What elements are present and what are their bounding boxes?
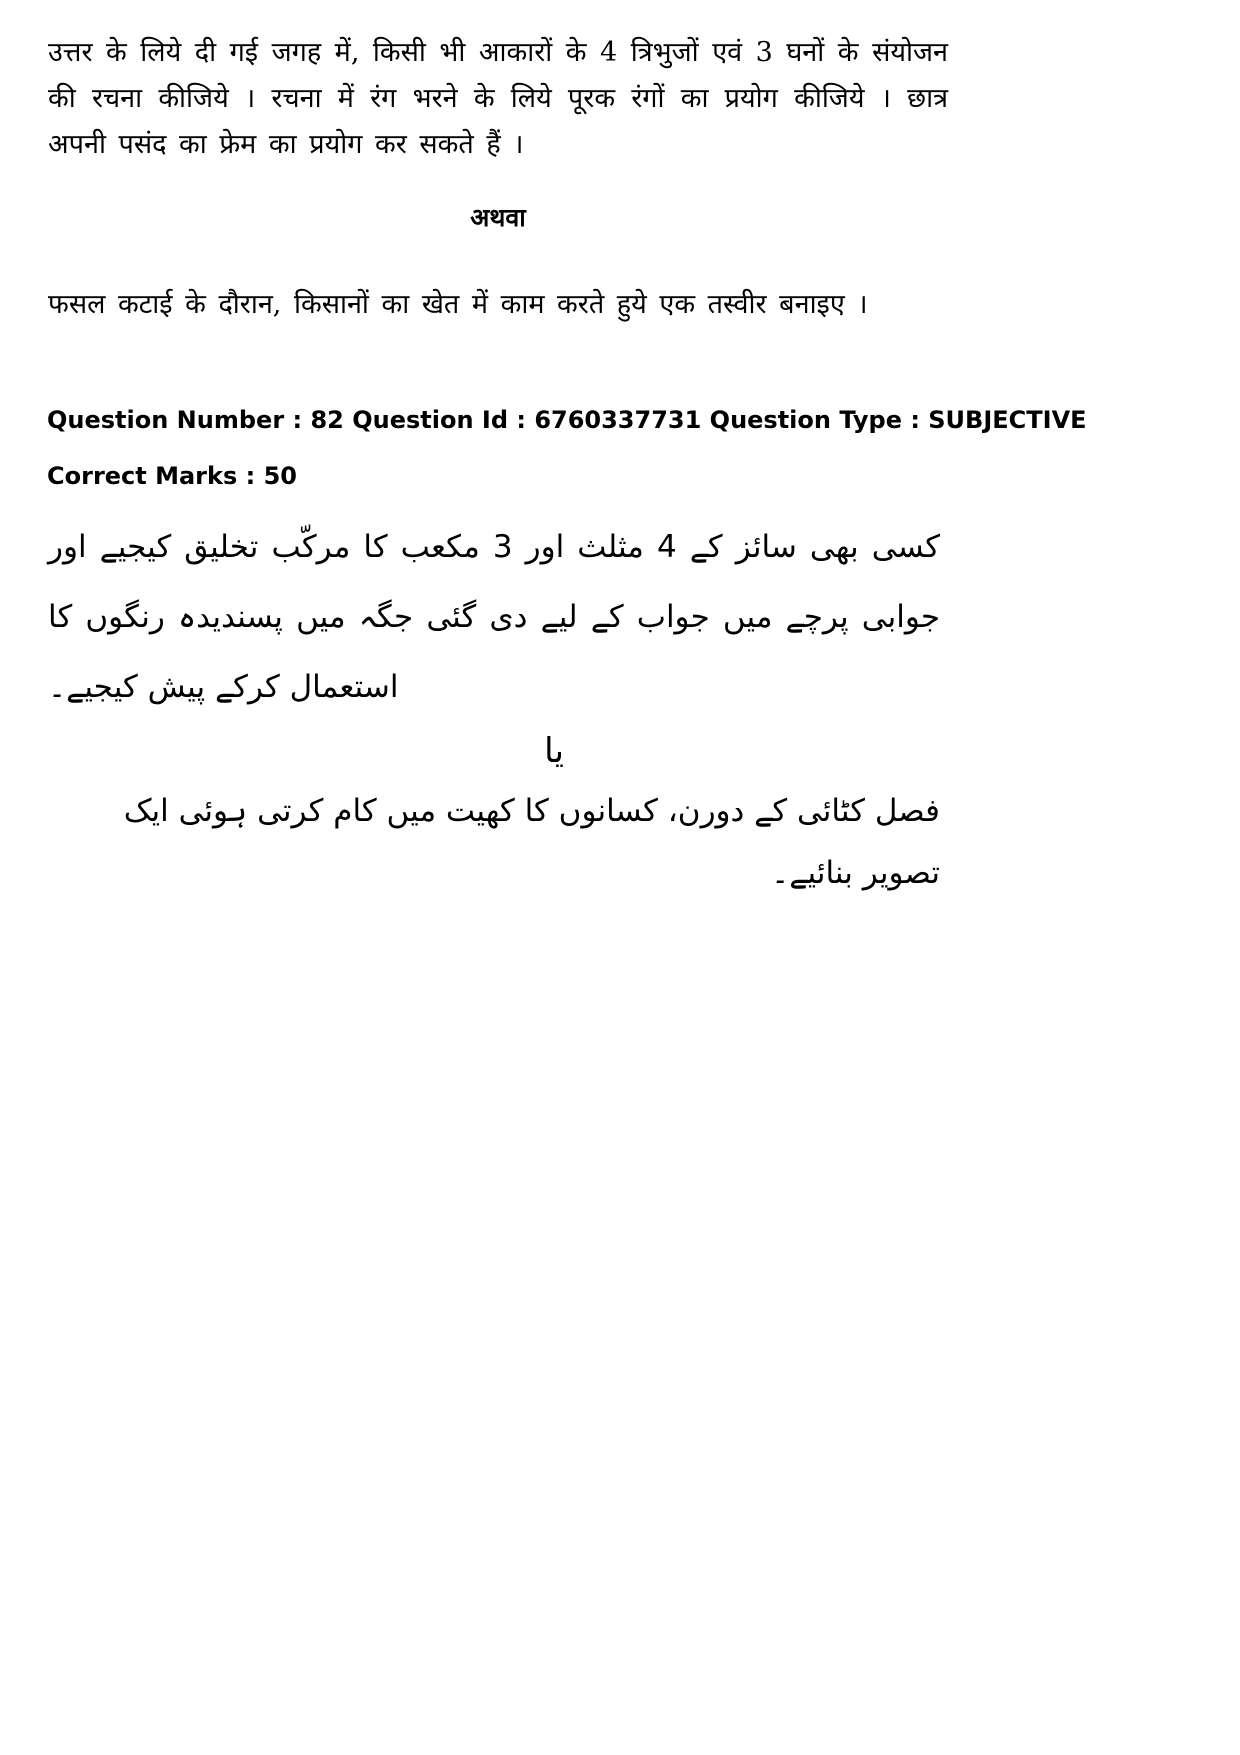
urdu-instruction-text: کسی بھی سائز کے 4 مثلث اور 3 مکعب کا مرکّب تخلیق کیجیے اور جوابی پرچے میں جواب کے لیے دی گئی جگہ میں پسندیدہ رنگوں کا استعمال کرکے پیش کیجیے۔ <box>48 529 940 705</box>
question-header: Question Number : 82 Question Id : 6760337731 Question Type : SUBJECTIVE <box>47 406 1087 434</box>
hindi-or-separator: अथवा <box>470 203 526 232</box>
hindi-alternative-text: फसल कटाई के दौरान, किसानों का खेत में काम करते हुये एक तस्वीर बनाइए । <box>48 289 868 320</box>
urdu-alternative-text: فصل کٹائی کے دورن، کسانوں کا کھیت میں کام کرتی ہوئی ایک تصویر بنائیے۔ <box>123 793 940 891</box>
hindi-instruction-text: उत्तर के लिये दी गई जगह में, किसी भी आकारों के 4 त्रिभुजों एवं 3 घनों के संयोजन की रचना कीजिये । रचना में रंग भरने के लिये पूरक रंगों का प्रयोग कीजिये । छात्र अपनी पसंद का फ्रेम का प्रयोग कर सकते हैं । <box>48 37 948 160</box>
urdu-or-separator: یا <box>544 731 564 771</box>
urdu-instruction-block <box>48 512 940 904</box>
hindi-instruction-block <box>48 30 948 168</box>
correct-marks: Correct Marks : 50 <box>47 462 297 490</box>
